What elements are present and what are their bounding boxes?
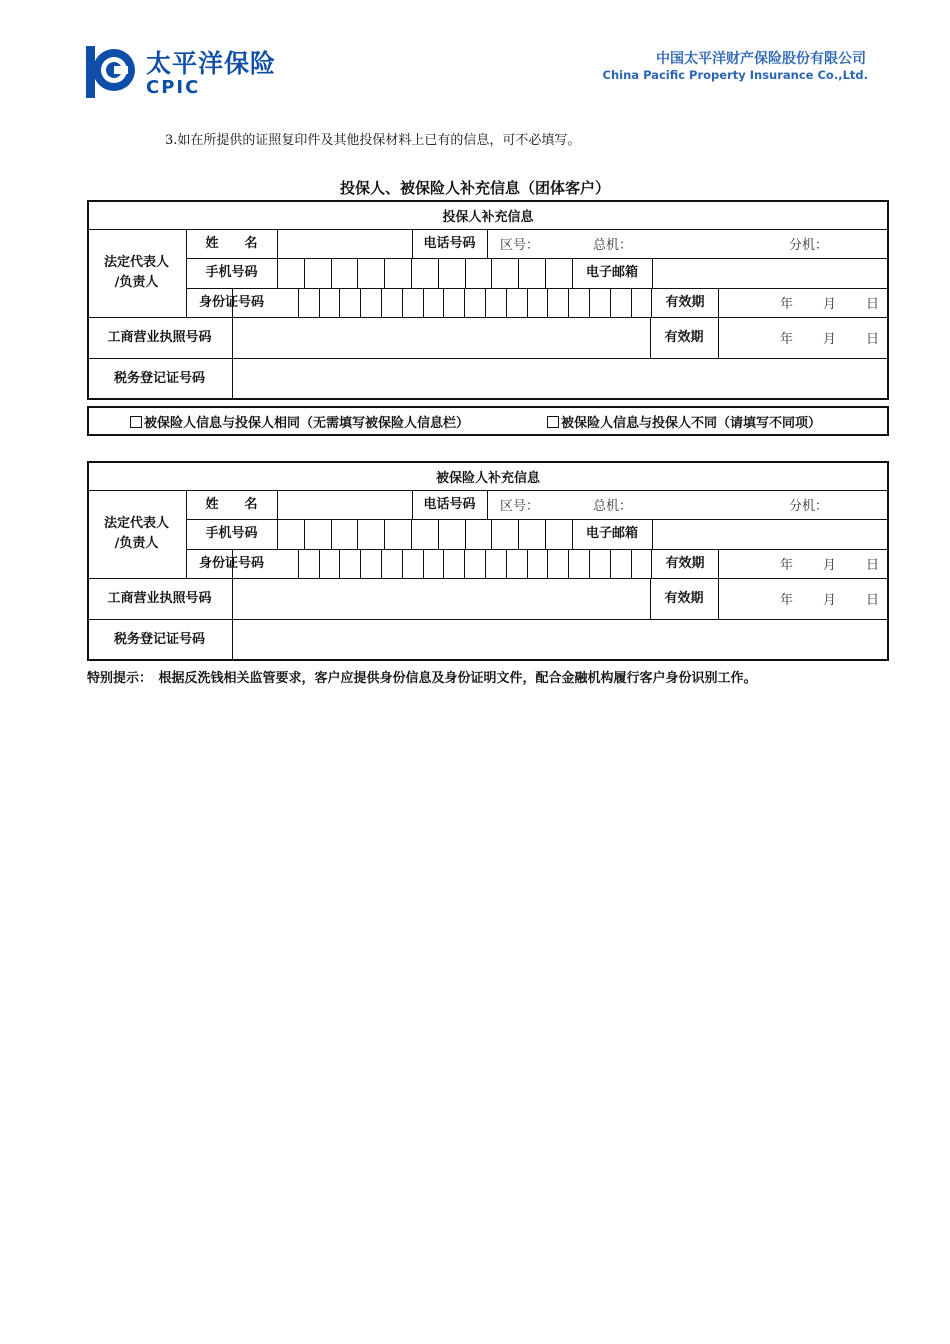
- rule: [485, 288, 486, 317]
- rule: [423, 549, 424, 578]
- tax-registration-field[interactable]: [232, 358, 889, 400]
- rule: [298, 288, 299, 317]
- main-line-label: 总机：: [593, 499, 633, 514]
- legal-rep-label: [87, 490, 186, 578]
- rule: [339, 549, 340, 578]
- rule: [443, 288, 444, 317]
- rule: [331, 519, 332, 549]
- business-license-label: 工商营业执照号码: [107, 590, 212, 606]
- rule: [545, 258, 546, 288]
- mobile-label: 手机号码: [205, 265, 258, 280]
- rule: [631, 549, 632, 578]
- rule: [360, 549, 361, 578]
- phone-label: 电话号码: [423, 235, 476, 251]
- rule: [518, 258, 519, 288]
- legal-rep-text: 法定代表人: [103, 255, 169, 270]
- rule: [411, 258, 412, 288]
- year-label: 年: [780, 297, 794, 312]
- email-label: 电子邮箱: [585, 526, 638, 541]
- area-code-label: 区号：: [500, 238, 540, 253]
- legal-rep-text: 法定代表人: [103, 516, 169, 531]
- legal-rep-text-2: /负责人: [114, 536, 159, 551]
- extension-label: 分机：: [789, 238, 829, 253]
- business-license-field[interactable]: [232, 317, 650, 358]
- business-license-label: 工商营业执照号码: [107, 329, 212, 345]
- rule: [568, 288, 569, 317]
- day-label: 日: [866, 593, 880, 608]
- rule: [485, 549, 486, 578]
- rule: [360, 288, 361, 317]
- rule: [411, 519, 412, 549]
- rule: [331, 258, 332, 288]
- email-label: 电子邮箱: [585, 265, 638, 280]
- rule: [465, 258, 466, 288]
- rule: [518, 519, 519, 549]
- day-label: 日: [866, 558, 880, 573]
- company-name-cn: 中国太平洋财产保险股份有限公司: [656, 51, 866, 67]
- rule: [631, 288, 632, 317]
- rule: [589, 549, 590, 578]
- area-code-label: 区号：: [500, 499, 540, 514]
- rule: [610, 549, 611, 578]
- rule: [402, 549, 403, 578]
- month-label: 月: [823, 332, 837, 347]
- main-line-label: 总机：: [593, 238, 633, 253]
- rule: [339, 288, 340, 317]
- rule: [319, 288, 320, 317]
- special-notice: 特别提示： 根据反洗钱相关监管要求，客户应提供身份信息及身份证明文件，配合金融机构履行客户身份识别工作。: [87, 671, 757, 686]
- validity-label: 有效期: [665, 555, 705, 571]
- rule: [402, 288, 403, 317]
- rule: [718, 549, 719, 619]
- name-field[interactable]: [277, 229, 412, 258]
- rule: [384, 519, 385, 549]
- rule: [718, 288, 719, 358]
- day-label: 日: [866, 332, 880, 347]
- rule: [304, 258, 305, 288]
- rule: [487, 490, 488, 519]
- year-label: 年: [780, 558, 794, 573]
- rule: [545, 519, 546, 549]
- month-label: 月: [823, 558, 837, 573]
- tax-registration-label: 税务登记证号码: [113, 371, 205, 386]
- month-label: 月: [823, 297, 837, 312]
- rule: [438, 258, 439, 288]
- rule: [384, 258, 385, 288]
- option-same-label: 被保险人信息与投保人相同（无需填写被保险人信息栏）: [144, 416, 470, 431]
- tax-registration-label: 税务登记证号码: [113, 632, 205, 647]
- rule: [568, 549, 569, 578]
- id-number-label: 身份证号码: [198, 555, 264, 571]
- rule: [527, 288, 528, 317]
- validity-label: 有效期: [665, 294, 705, 310]
- rule: [547, 549, 548, 578]
- rule: [319, 549, 320, 578]
- rule: [506, 549, 507, 578]
- rule: [381, 288, 382, 317]
- rule: [491, 519, 492, 549]
- rule: [423, 288, 424, 317]
- rule: [464, 288, 465, 317]
- name-label: 姓 名: [205, 496, 258, 512]
- rule: [298, 549, 299, 578]
- rule: [381, 549, 382, 578]
- extension-label: 分机：: [789, 499, 829, 514]
- rule: [357, 519, 358, 549]
- mobile-label: 手机号码: [205, 526, 258, 541]
- company-name-en: China Pacific Property Insurance Co.,Ltd.: [602, 68, 868, 82]
- option-different[interactable]: [547, 412, 821, 431]
- page-title: 投保人、被保险人补充信息（团体客户）: [339, 179, 610, 197]
- year-label: 年: [780, 593, 794, 608]
- section-title: 投保人补充信息: [442, 210, 534, 225]
- rule: [304, 519, 305, 549]
- rule: [506, 288, 507, 317]
- option-different-label: 被保险人信息与投保人不同（请填写不同项）: [561, 416, 822, 431]
- rule: [589, 288, 590, 317]
- rule: [357, 258, 358, 288]
- validity-label: 有效期: [664, 329, 704, 345]
- cpic-logo-icon: [86, 46, 136, 98]
- rule: [527, 549, 528, 578]
- legal-rep-label: [87, 229, 186, 317]
- rule: [464, 549, 465, 578]
- logo-chinese-text: 太平洋保险: [146, 49, 277, 78]
- checkbox-icon[interactable]: [130, 416, 142, 428]
- email-field[interactable]: [652, 258, 889, 288]
- rule: [443, 549, 444, 578]
- name-field[interactable]: [277, 490, 412, 519]
- validity-label: 有效期: [664, 590, 704, 606]
- fill-note: 3.如在所提供的证照复印件及其他投保材料上已有的信息，可不必填写。: [165, 133, 581, 148]
- rule: [547, 288, 548, 317]
- phone-label: 电话号码: [423, 496, 476, 512]
- month-label: 月: [823, 593, 837, 608]
- rule: [491, 258, 492, 288]
- rule: [465, 519, 466, 549]
- rule: [438, 519, 439, 549]
- email-field[interactable]: [652, 519, 889, 549]
- id-number-label: 身份证号码: [198, 294, 264, 310]
- day-label: 日: [866, 297, 880, 312]
- checkbox-icon[interactable]: [547, 416, 559, 428]
- name-label: 姓 名: [205, 235, 258, 251]
- logo-english-text: CPIC: [146, 77, 201, 98]
- option-same[interactable]: [130, 412, 469, 431]
- rule: [610, 288, 611, 317]
- business-license-field[interactable]: [232, 578, 650, 619]
- year-label: 年: [780, 332, 794, 347]
- section-title: 被保险人补充信息: [435, 471, 540, 486]
- rule: [487, 229, 488, 258]
- tax-registration-field[interactable]: [232, 619, 889, 661]
- legal-rep-text-2: /负责人: [114, 275, 159, 290]
